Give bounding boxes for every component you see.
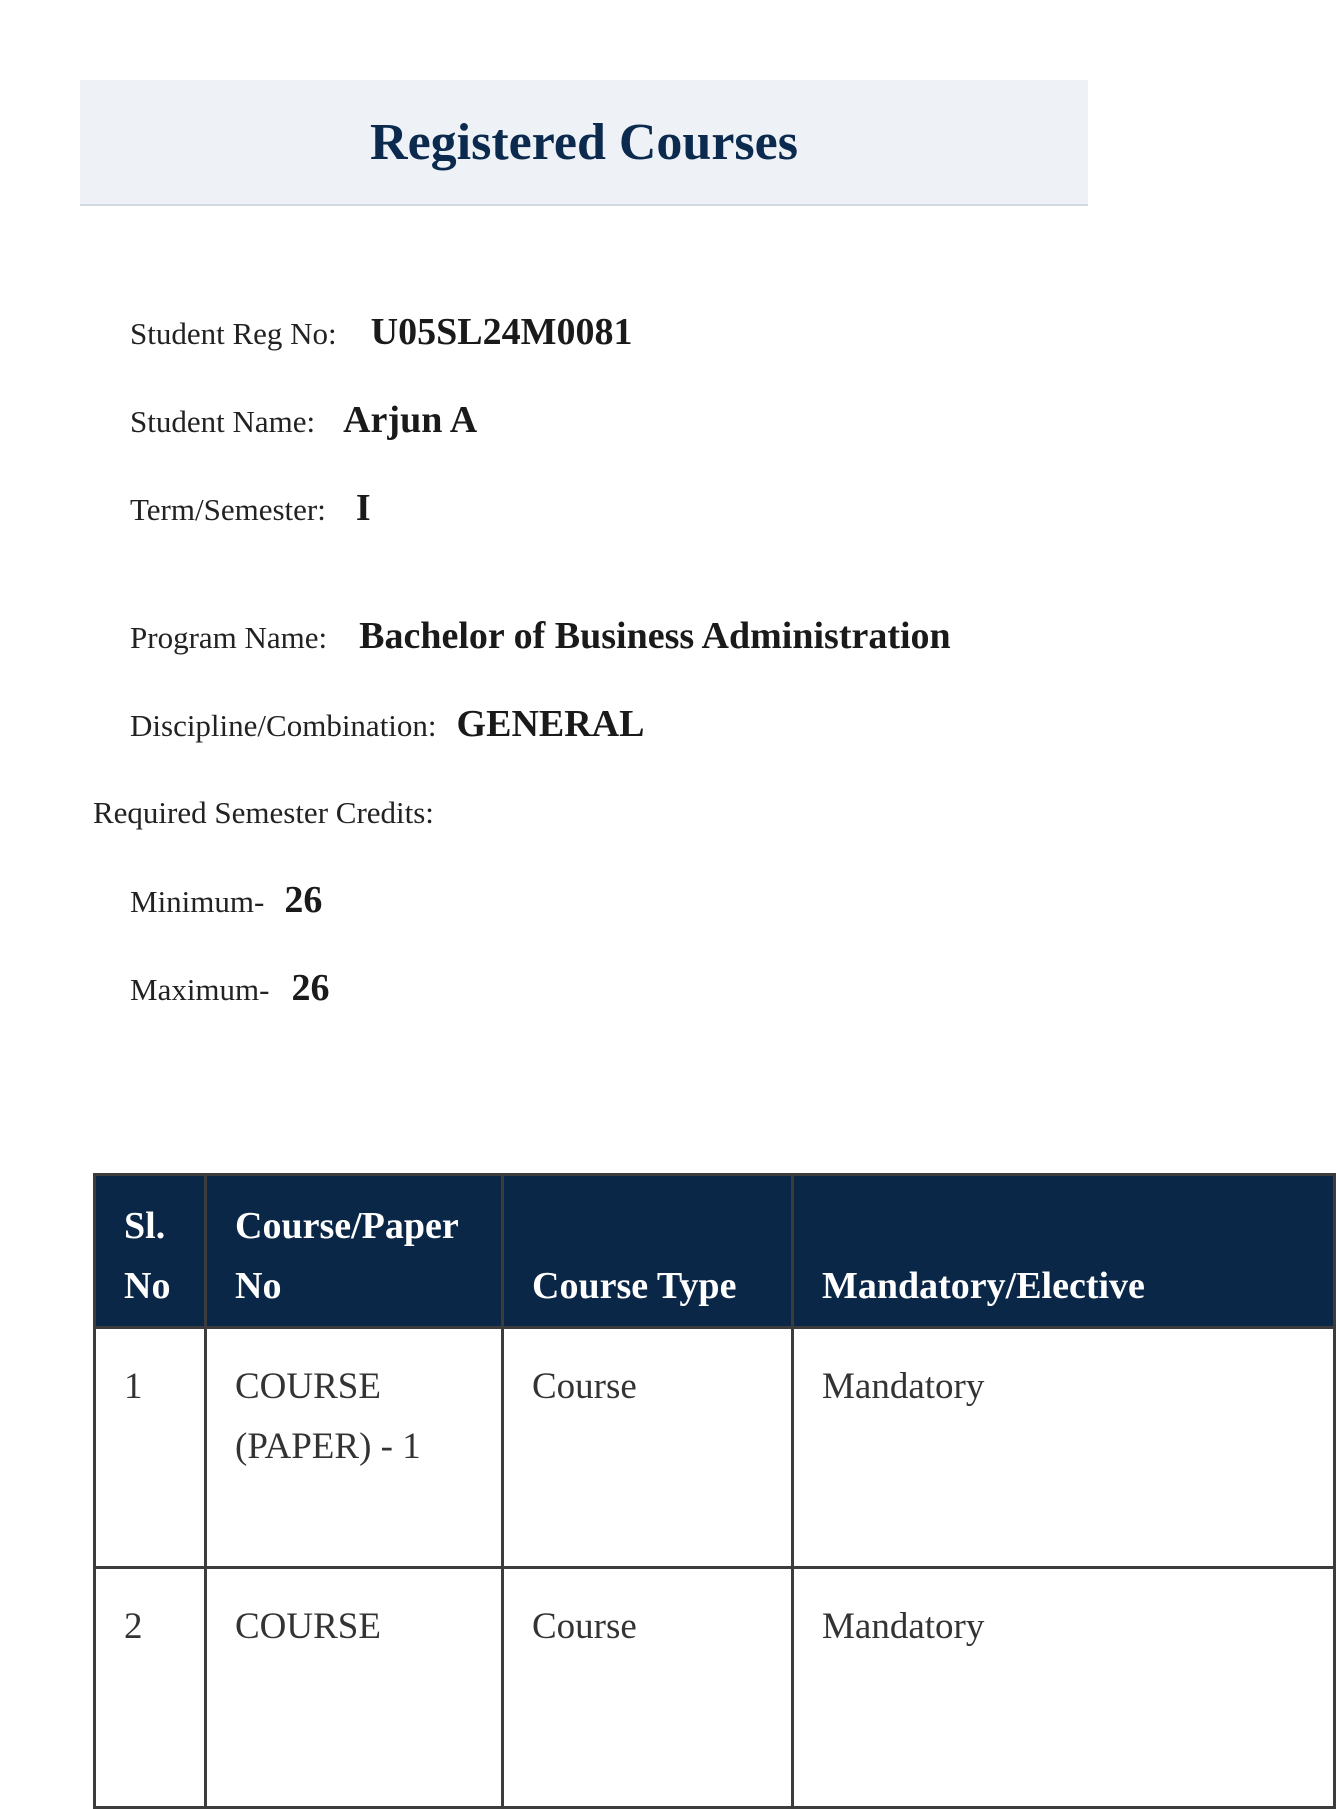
cell-course-paper-no	[206, 1328, 503, 1568]
header-sl-no	[95, 1175, 206, 1328]
header-mandatory-label: Mandatory/Elective	[822, 1265, 1145, 1307]
maximum-credits-label: Maximum-	[130, 972, 270, 1007]
program-label: Program Name:	[130, 620, 328, 655]
minimum-credits-value: 26	[284, 879, 323, 921]
reg-no-value: U05SL24M0081	[370, 311, 633, 353]
header-sl-line2: No	[124, 1265, 171, 1307]
cell-course-type: Course	[503, 1328, 793, 1568]
discipline-row	[130, 702, 644, 746]
reg-no-label: Student Reg No:	[130, 316, 337, 351]
maximum-credits-value: 26	[291, 967, 330, 1009]
cell-mandatory-elective: Mandatory	[793, 1328, 1335, 1568]
header-course-line1: Course/Paper	[235, 1205, 459, 1247]
header-course-line2: No	[235, 1265, 282, 1307]
cell-course-paper-no	[206, 1568, 503, 1808]
cell-mandatory-elective: Mandatory	[793, 1568, 1335, 1808]
header-type-label: Course Type	[532, 1265, 737, 1307]
term-row	[130, 486, 371, 530]
student-name-row	[130, 398, 477, 442]
page-title: Registered Courses	[370, 113, 798, 171]
cell-sl-no: 1	[95, 1328, 206, 1568]
header-course-type	[503, 1175, 793, 1328]
table-header-row	[95, 1175, 1335, 1328]
term-label: Term/Semester:	[130, 492, 326, 527]
table-row	[95, 1568, 1335, 1808]
minimum-credits-row	[130, 878, 322, 922]
cell-course-line2: (PAPER) - 1	[235, 1426, 421, 1467]
table-row	[95, 1328, 1335, 1568]
student-name-value: Arjun A	[343, 399, 478, 441]
courses-table	[93, 1173, 1336, 1809]
cell-sl-no: 2	[95, 1568, 206, 1808]
header-sl-line1: Sl.	[124, 1205, 166, 1247]
cell-course-line1: COURSE	[235, 1366, 381, 1407]
discipline-value: GENERAL	[456, 703, 645, 745]
required-credits-label: Required Semester Credits:	[93, 795, 434, 830]
header-course-paper-no	[206, 1175, 503, 1328]
cell-course-line1: COURSE	[235, 1606, 381, 1647]
student-name-label: Student Name:	[130, 404, 316, 439]
cell-course-type: Course	[503, 1568, 793, 1808]
maximum-credits-row	[130, 966, 330, 1010]
discipline-label: Discipline/Combination:	[130, 708, 437, 743]
header-mandatory-elective	[793, 1175, 1335, 1328]
reg-no-row	[130, 310, 632, 354]
page-header	[80, 80, 1088, 206]
term-value: I	[355, 487, 371, 529]
courses-table-container[interactable]	[93, 1173, 1145, 1733]
program-row	[130, 614, 951, 658]
minimum-credits-label: Minimum-	[130, 884, 265, 919]
program-value: Bachelor of Business Administration	[359, 615, 951, 657]
